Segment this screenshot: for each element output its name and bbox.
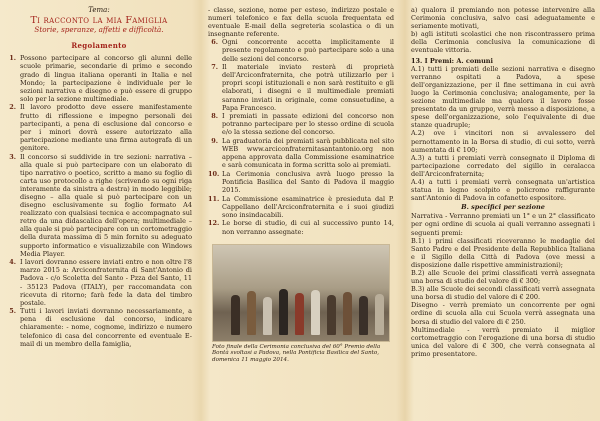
rule-item: 7. Il materiale inviato resterà di proprietà dell'Arciconfraternita, che potrà utilizzarlo per i propri scopi istituzionali e non sarà restituito e gli elaborati, i disegni e il multimediale premiati saranno inviati in originale, come consuetudine, a Papa Francesco. [211,63,394,112]
tema-label: Tema: [88,6,110,14]
regolamento-heading: Regolamento [71,41,127,51]
rule-item: 8. I premiati in passate edizioni del concorso non potranno partecipare per lo stesso ordine di scuola e/o la stessa sezione del concorso. [211,112,394,137]
prize-a3: A.3) a tutti i premiati verrà consegnato il Diploma di partecipazione corredato del sigillo in ceralacca dell'Arciconfraternita; [411,153,595,178]
contest-title: Ti racconto la mia Famiglia [30,15,168,27]
rule-item: 6. Ogni concorrente accetta implicitamente il presente regolamento e può partecipare solo a una delle sezioni del concorso. [211,38,394,63]
prizes-heading: 13. I Premi: A. comuni [411,56,493,65]
prize-a4: A.4) a tutti i premiati verrà consegnata un'artistica statua in legno scolpito e policromo raffigurante sant'Antonio di Padova in cofanetto espositore. [411,177,595,203]
rule-item: 5. Tutti i lavori inviati dovranno necessariamente, a pena di esclusione dal concorso, indicare chiaramente: - nome, cognome, indirizzo e numero telefonico di casa del concorrente ed eventuale E-mail di un membro della famiglia, [9,307,192,348]
rules-list-2 [208,38,394,235]
column-middle [208,6,394,417]
rule-item: 1. Possono partecipare al concorso gli alunni delle scuole primarie, secondarie di primo e secondo grado di lingua italiana operanti in Italia e nel Mondo; la partecipazione è individuale per le sezioni narrativa e disegno e può essere di gruppo solo per la sezione multimediale. [9,54,192,103]
prize-b1: B.1) i primi classificati riceveranno le medaglie del Santo Padre e del Presidente della Repubblica Italiana e il Sigillo della Città di Padova (ove messi a disposizione dalle rispettive amministrazioni); [411,236,595,269]
prize-b3: B.3) alle Scuole dei secondi classificati verrà assegnata una borsa di studio del valore di € 200. [411,285,595,302]
exclusion-a: a) qualora il premiando non potesse intervenire alla Cerimonia conclusiva, salvo casi adeguatamente e seriamente motivati, [411,6,595,31]
prize-disegno: Disegno - verrà premiato un concorrente per ogni ordine di scuola alla cui Scuola verrà assegnata una borsa di studio del valore di € 250. [411,301,595,326]
rule-item: 4. I lavori dovranno essere inviati entro e non oltre l'8 marzo 2015 a: Arciconfraternita di Sant'Antonio di Padova - c/o Scoletta del Santo - Pzza del Santo, 11 - 35123 Padova (ITALY), per raccomandata con ricevuta di ritorno; farà fede la data del timbro postale. [9,258,192,307]
contest-subtitle: Storie, speranze, affetti e difficoltà. [34,25,164,35]
rule-item: 9. La graduatoria dei premiati sarà pubblicata nel sito WEB www.arciconfraternitasantantonio.org non appena approvata dalla Commissione esaminatrice e sarà comunicata in forma scritta solo ai premiati. [211,137,394,170]
photo-caption: Foto finale della Cerimonia conclusiva del 60° Premio della Bontà svoltasi a Padova, nella Pontificia Basilica del Santo, domenica 11 maggio 2014. [212,343,381,363]
ceremony-photo [212,244,390,342]
column-left [6,6,192,417]
exclusion-b: b) agli istituti scolastici che non riscontrassero prima della Cerimonia conclusiva la comunicazione di eventuale vittoria. [411,30,595,55]
rule-item: 10. La Cerimonia conclusiva avrà luogo presso la Pontificia Basilica del Santo di Padova il maggio 2015. [208,169,394,195]
prize-multimediale: Multimediale - verrà premiato il miglior cortometraggio con l'erogazione di una borsa di studio unica del valore di € 300, che verrà consegnata al primo presentatore. [411,325,595,358]
specific-prizes-heading: B. specifici per sezione [461,203,545,212]
rule-item: 12. Le borse di studio, di cui al successivo punto 14, non verranno assegnate: [208,219,394,236]
prize-a1: A.1) tutti i premiati delle sezioni narrativa e disegno verranno ospitati a Padova, a spese dell'organizzazione, per il fine settimana in cui avrà luogo la Cerimonia conclusiva; analogamente, per la sezione multimediale ma qualora il lavoro fosse presentato da un gruppo, verrà messo a disposizione, a spese dell'organizzazione, solo l'equivalente di due stanze quadruple; [411,64,595,130]
prize-b2: B.2) alle Scuole dei primi classificati verrà assegnata una borsa di studio del valore di € 300; [411,269,595,286]
prize-a2: A.2) ove i vincitori non si avvalessero del pernottamento in la Borsa di studio, di cui sotto, verrà aumentata di € 100; [411,129,595,154]
rule-item: 11. La Commissione esaminatrice è presieduta dal P. Cappellano dell'Arciconfraternita e i suoi giudizi sono insindacabili. [208,194,394,219]
rule-5-continued: - classe, sezione, nome per esteso, indirizzo postale e numeri telefonico e fax della scuola frequentata ed eventuale E-mail della segreteria scolastica o di un insegnante referente. [208,6,394,39]
rules-list-1 [6,54,192,347]
rule-item: 2. Il lavoro prodotto deve essere manifestamente frutto di riflessione e impegno personali dei partecipanti, a pena di esclusione dal concorso e per i minori dovrà essere autorizzato alla partecipazione mediante una firma autografa di un genitore. [9,103,192,152]
prize-narrativa: Narrativa - Verranno premiati un 1° e un 2° classificato per ogni ordine di scuola ai quali verranno assegnati i seguenti premi: [411,212,595,237]
column-right [411,6,595,417]
rule-item: 3. Il concorso si suddivide in tre sezioni: narrativa – alla quale si può partecipare con un elaborato di tipo narrativo o poetico, scritto a mano su foglio di carta uso protocollo a righe (scrivendo su ogni riga interamente da sinistra a destra) in modo leggibile; disegno – alla quale si può partecipare con un disegno esclusivamente su foglio formato A4 realizzato con qualsiasi tecnica e accompagnato sul retro da una didascalica dell'opera; multimediale – alla quale si può partecipare con un cortometraggio della durata massima di 5 min fornito su adeguato supporto informatico e visualizzabile con Windows Media Player. [9,152,192,258]
